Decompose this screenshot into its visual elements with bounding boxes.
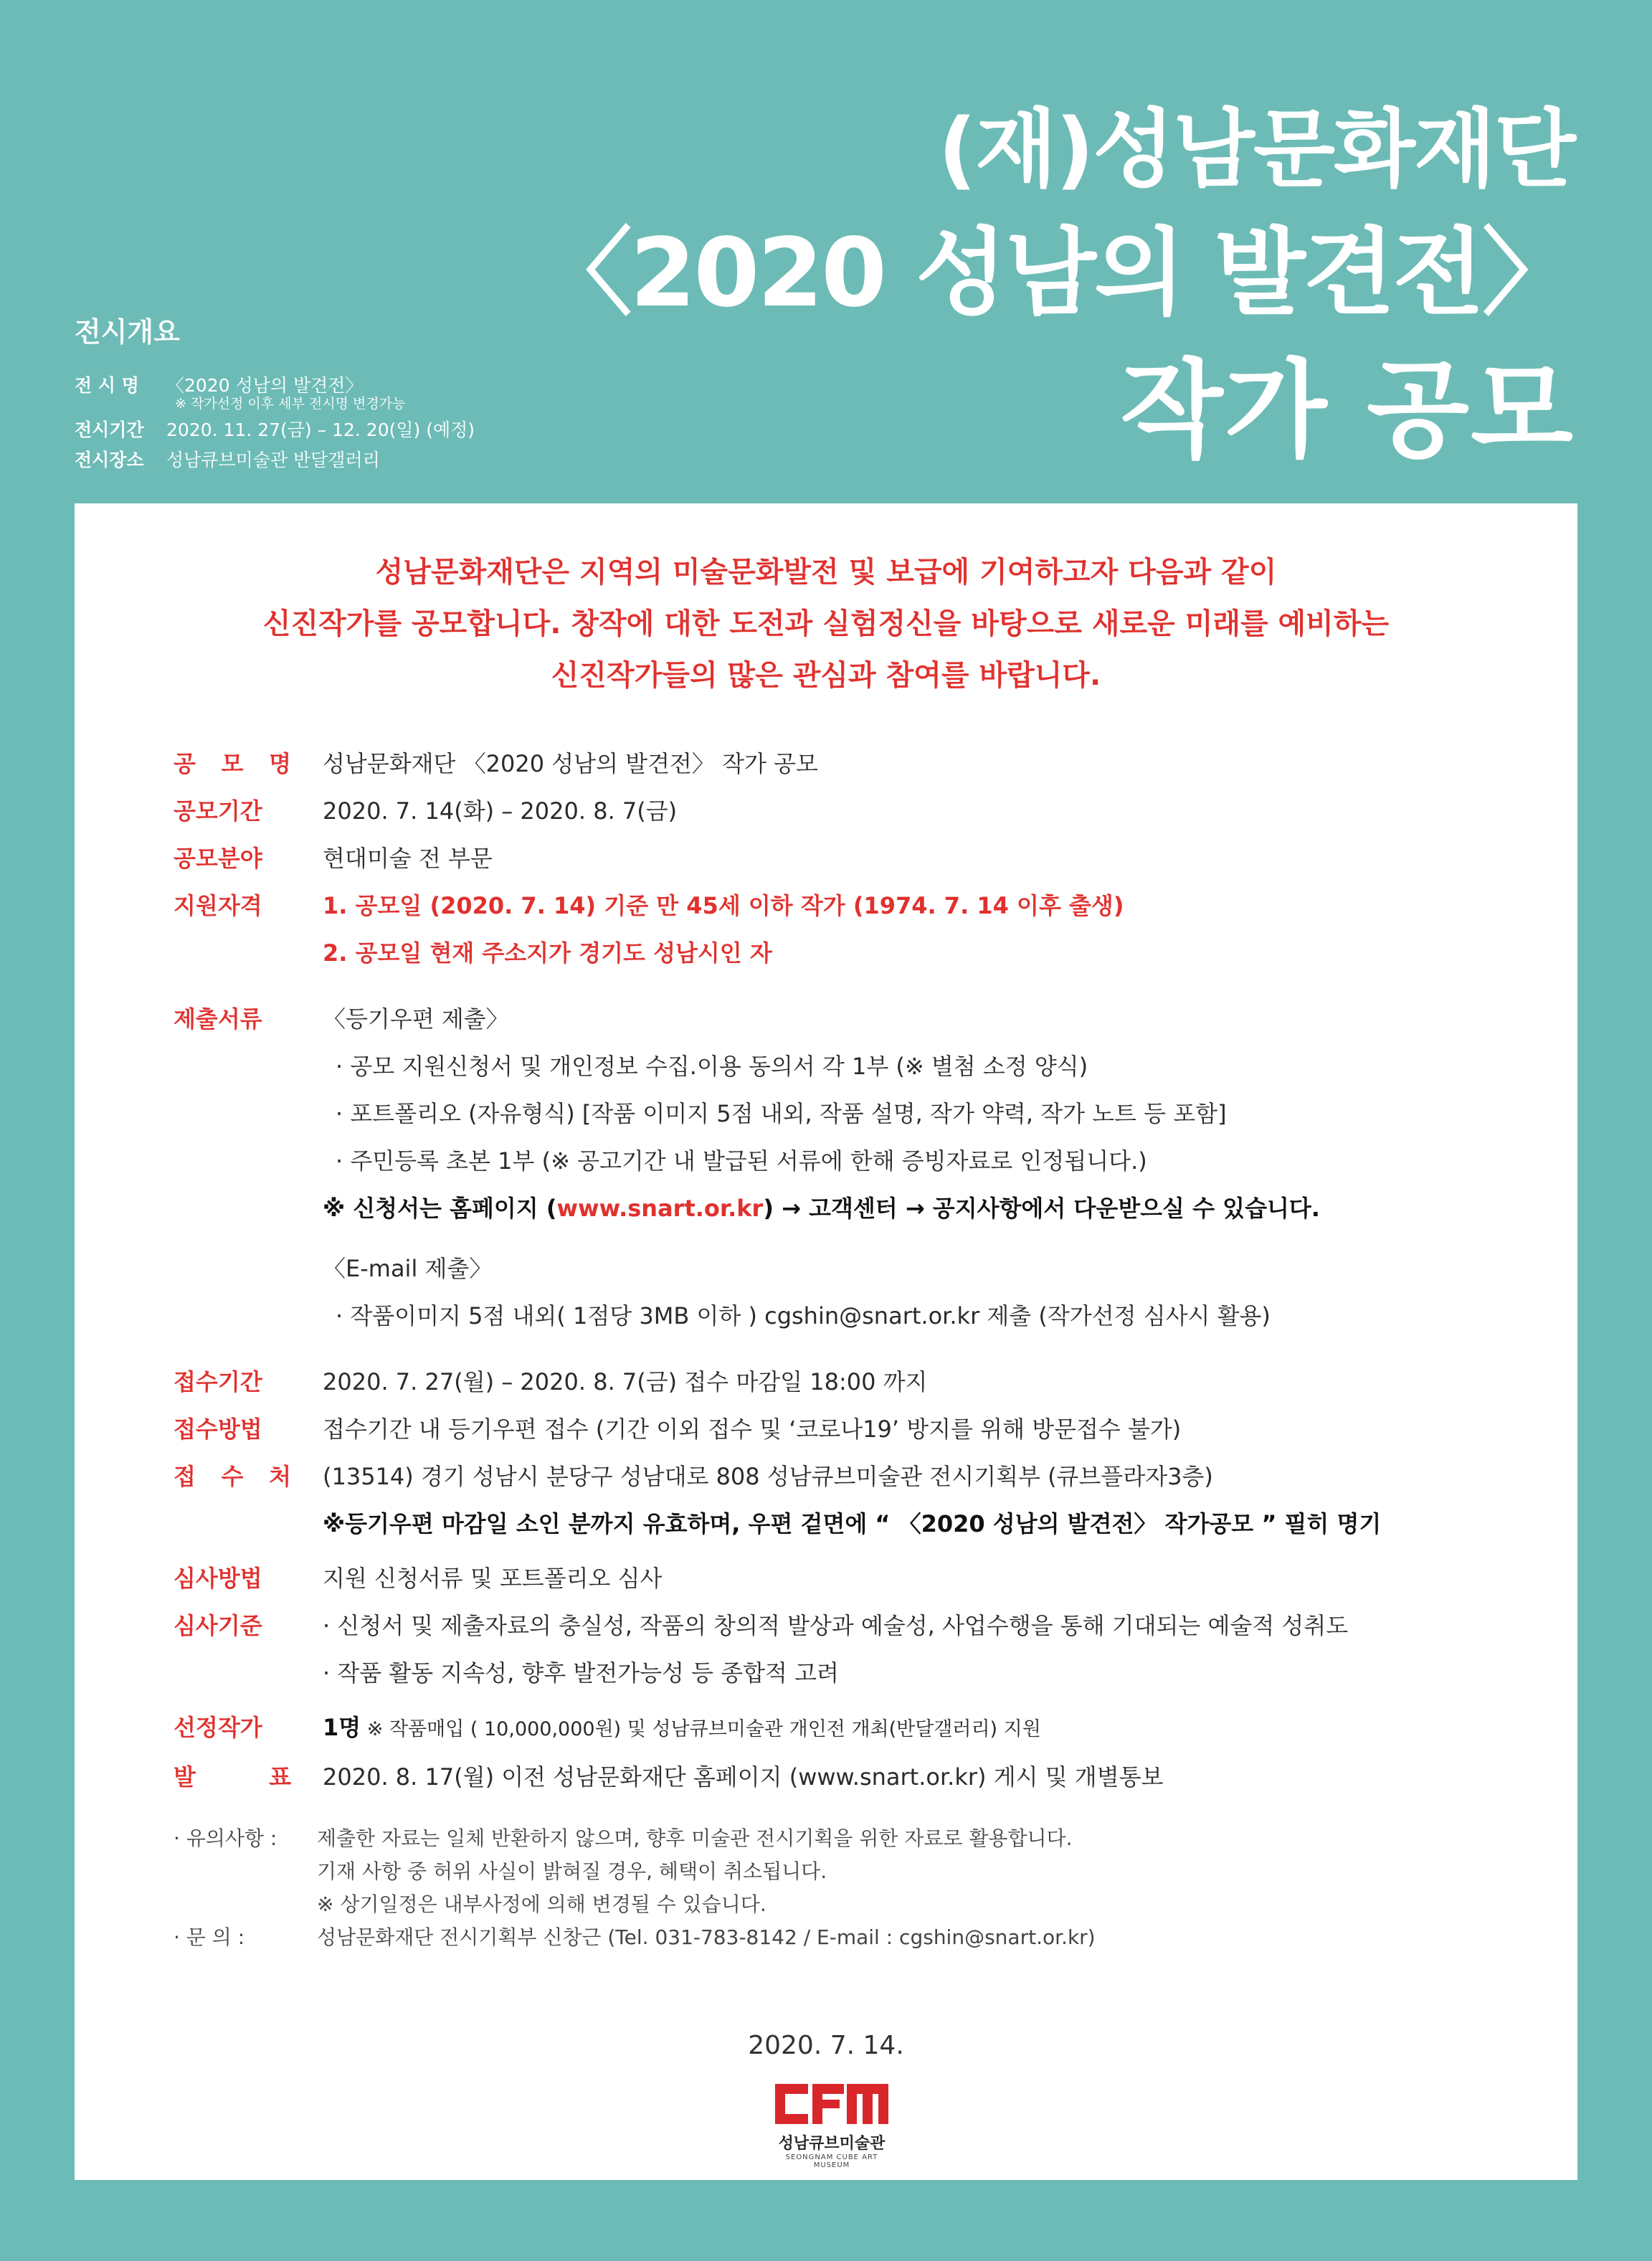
contact-row <box>174 1921 1536 1954</box>
contact-label: · 문 의 : <box>174 1925 245 1949</box>
detail-label: 심사기준 <box>174 1612 262 1639</box>
contact-value: 성남문화재단 전시기획부 신창근 (Tel. 031-783-8142 / E-mail : cgshin@snart.or.kr) <box>317 1925 1096 1949</box>
caution-2: 기재 사항 중 허위 사실이 밝혀질 경우, 혜택이 취소됩니다. <box>317 1859 827 1883</box>
overview-name-value: 〈2020 성남의 발견전〉 <box>166 375 364 396</box>
criteria-2: · 작품 활동 지속성, 향후 발전가능성 등 종합적 고려 <box>323 1659 839 1687</box>
caution-1: 제출한 자료는 일체 반환하지 않으며, 향후 미술관 전시기획을 위한 자료로 활용합니다. <box>317 1826 1073 1850</box>
intro-line-3: 신진작가들의 많은 관심과 참여를 바랍니다. <box>551 659 1101 692</box>
detail-label: 공모기간 <box>174 797 262 825</box>
detail-review-criteria-row <box>174 1602 1536 1697</box>
docs-download-note <box>323 1185 1536 1232</box>
detail-label: 선정작가 <box>174 1714 262 1741</box>
receipt-address: (13514) 경기 성남시 분당구 성남대로 808 성남큐브미술관 전시기획부 (큐브플라자3층) <box>323 1463 1213 1490</box>
detail-label: 제출서류 <box>174 1005 262 1033</box>
overview-period-row <box>75 415 475 445</box>
caution-lines <box>317 1822 1073 1921</box>
intro-text <box>75 546 1577 701</box>
detail-selected-row <box>174 1704 1536 1753</box>
overview-period-label: 전시기간 <box>75 420 144 440</box>
overview-heading: 전시개요 <box>75 316 180 348</box>
overview-venue-value: 성남큐브미술관 반달갤러리 <box>166 450 380 470</box>
detail-announce-row <box>174 1753 1536 1801</box>
detail-label: 접수방법 <box>174 1416 262 1443</box>
overview-venue-row <box>75 445 475 475</box>
caution-label: · 유의사항 : <box>174 1826 277 1850</box>
docs-note-suffix: ) → 고객센터 → 공지사항에서 다운받으실 수 있습니다. <box>763 1195 1320 1222</box>
content-panel <box>75 503 1577 2180</box>
docs-post-item-3: · 주민등록 초본 1부 (※ 공고기간 내 발급된 서류에 한해 증빙자료로 인정됩니다.) <box>336 1147 1147 1175</box>
detail-value <box>323 882 1536 977</box>
detail-field-row <box>174 835 1536 882</box>
criteria-1: · 신청서 및 제출자료의 충실성, 작품의 창의적 발상과 예술성, 사업수행을 통해 기대되는 예술적 성취도 <box>323 1612 1349 1639</box>
detail-receipt-period-row <box>174 1358 1536 1406</box>
detail-label: 공모분야 <box>174 845 262 872</box>
overview-name-label: 전 시 명 <box>75 375 139 396</box>
qualification-2: 2. 공모일 현재 주소지가 경기도 성남시인 자 <box>323 939 772 967</box>
docs-mail-heading: 〈E-mail 제출〉 <box>323 1255 493 1282</box>
detail-value: 현대미술 전 부문 <box>323 845 493 872</box>
overview-period-value: 2020. 11. 27(금) – 12. 20(일) (예정) <box>166 420 475 440</box>
receipt-note: ※등기우편 마감일 소인 분까지 유효하며, 우편 겉면에 “ 〈2020 성남의 발견전〉 작가공모 ” 필히 명기 <box>323 1510 1382 1537</box>
logo-korean-name: 성남큐브미술관 <box>778 2135 886 2153</box>
homepage-link[interactable]: www.snart.or.kr <box>556 1195 764 1222</box>
caution-row <box>174 1822 1536 1921</box>
detail-label: 발 표 <box>174 1763 291 1791</box>
exhibition-overview <box>75 310 475 475</box>
overview-name-note: ※ 작가선정 이후 세부 전시명 변경가능 <box>175 396 406 412</box>
call-details <box>174 740 1536 1954</box>
docs-post-heading: 〈등기우편 제출〉 <box>323 1005 509 1033</box>
selected-detail: ※ 작품매입 ( 10,000,000원) 및 성남큐브미술관 개인전 개최(반달갤러리) 지원 <box>361 1718 1041 1740</box>
detail-title-row <box>174 740 1536 787</box>
detail-documents-row <box>174 995 1536 1340</box>
detail-qualification-row <box>174 882 1536 977</box>
docs-post-item-1: · 공모 지원신청서 및 개인정보 수집.이용 동의서 각 1부 (※ 별첨 소정 양식) <box>336 1053 1088 1080</box>
selected-count: 1명 <box>323 1714 361 1741</box>
caution-3: ※ 상기일정은 내부사정에 의해 변경될 수 있습니다. <box>317 1892 766 1916</box>
poster-title <box>538 92 1575 480</box>
detail-value: 2020. 8. 17(월) 이전 성남문화재단 홈페이지 (www.snart.or.kr) 게시 및 개별통보 <box>323 1763 1164 1791</box>
detail-value <box>323 995 1536 1340</box>
detail-value: 2020. 7. 14(화) – 2020. 8. 7(금) <box>323 797 678 825</box>
intro-line-1: 성남문화재단은 지역의 미술문화발전 및 보급에 기여하고자 다음과 같이 <box>375 556 1277 589</box>
qualification-1: 1. 공모일 (2020. 7. 14) 기준 만 45세 이하 작가 (1974. 7. 14 이후 출생) <box>323 892 1124 919</box>
docs-post-item-2: · 포트폴리오 (자유형식) [작품 이미지 5점 내외, 작품 설명, 작가 약력, 작가 노트 등 포함] <box>336 1100 1227 1127</box>
detail-period-row <box>174 787 1536 835</box>
logo-english-name: SEONGNAM CUBE ART MUSEUM <box>785 2153 878 2169</box>
title-organizer: (재)성남문화재단 <box>938 100 1575 199</box>
overview-venue-label: 전시장소 <box>75 450 144 470</box>
detail-receipt-method-row <box>174 1406 1536 1453</box>
detail-value <box>323 1704 1536 1753</box>
detail-value: 2020. 7. 27(월) – 2020. 8. 7(금) 접수 마감일 18:00 까지 <box>323 1368 928 1395</box>
detail-label: 지원자격 <box>174 892 262 919</box>
notes-section <box>174 1822 1536 1954</box>
detail-value <box>323 1453 1536 1547</box>
detail-label: 심사방법 <box>174 1565 262 1592</box>
detail-value: 접수기간 내 등기우편 접수 (기간 이외 접수 및 ‘코로나19’ 방지를 위해 방문접수 불가) <box>323 1416 1182 1443</box>
detail-value <box>323 1602 1536 1697</box>
detail-review-method-row <box>174 1555 1536 1602</box>
title-call: 작가 공모 <box>1120 349 1575 472</box>
docs-note-prefix: ※ 신청서는 홈페이지 ( <box>323 1195 557 1222</box>
detail-label: 공 모 명 <box>174 750 291 777</box>
issue-date: 2020. 7. 14. <box>748 2031 904 2060</box>
detail-receipt-place-row <box>174 1453 1536 1547</box>
detail-value: 지원 신청서류 및 포트폴리오 심사 <box>323 1565 663 1592</box>
title-exhibition: 〈2020 성남의 발견전〉 <box>537 218 1575 328</box>
detail-label: 접 수 처 <box>174 1463 291 1490</box>
cfm-logo-icon <box>771 2078 893 2130</box>
intro-line-2: 신진작가를 공모합니다. 창작에 대한 도전과 실험정신을 바탕으로 새로운 미래를 예비하는 <box>262 607 1390 640</box>
detail-value: 성남문화재단 〈2020 성남의 발견전〉 작가 공모 <box>323 750 818 777</box>
museum-logo <box>767 2078 896 2169</box>
docs-mail-item-1: · 작품이미지 5점 내외( 1점당 3MB 이하 ) cgshin@snart.or.kr 제출 (작가선정 심사시 활용) <box>336 1302 1271 1329</box>
detail-label: 접수기간 <box>174 1368 262 1395</box>
